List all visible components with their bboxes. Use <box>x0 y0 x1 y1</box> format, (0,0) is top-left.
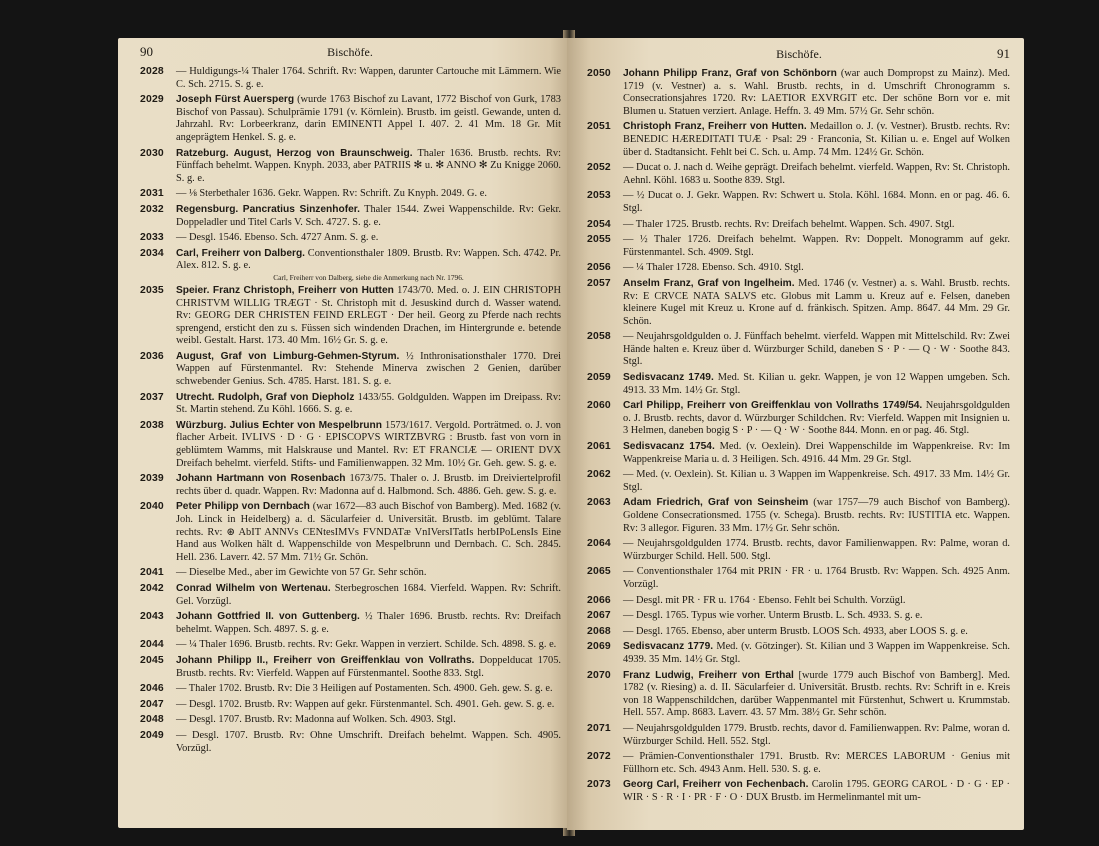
entry-heading: Adam Friedrich, Graf von Seinsheim <box>623 497 809 509</box>
lot-number: 2052 <box>587 162 611 174</box>
catalog-entry <box>587 566 1010 591</box>
catalog-entry <box>587 331 1010 369</box>
entry-description: (wurde 1763 Bischof zu Lavant, 1772 Bischof von Gurk, 1783 Bischof von Passau). Schulprämie 1791 (v. Körnlein). Brustb. im geistl. Gewande, unten d. Jahrzahl. Rv: Lorbeerkranz, darin EMINENTI Appel I. 407. 2. 41 Mm. 18 Gr. Mit angeprägtem Henkel. S. g. e. <box>176 94 561 143</box>
catalog-entries <box>140 66 561 755</box>
page-number: 91 <box>997 46 1010 61</box>
catalog-entry <box>140 655 561 680</box>
entry-description: — ¼ Thaler 1696. Brustb. rechts. Rv: Gekr. Wappen in verziert. Schilde. Sch. 4898. S. g. e. <box>176 639 557 651</box>
lot-number: 2048 <box>140 714 164 726</box>
lot-number: 2062 <box>587 469 611 481</box>
lot-number: 2043 <box>140 611 164 623</box>
lot-number: 2036 <box>140 350 164 362</box>
lot-number: 2069 <box>587 641 611 653</box>
entry-description: — Neujahrsgoldgulden o. J. Fünffach behelmt. vierfeld. Wappen mit Mittelschild. Rv: Zwei Hände halten e. Kreuz über d. Würzburger Schild, daneben S · P · — Q · W · Soothe 843. Stgl. <box>623 331 1010 368</box>
catalog-entry <box>140 204 561 229</box>
catalog-entry <box>140 94 561 144</box>
lot-number: 2071 <box>587 722 611 734</box>
entry-heading: Sedisvacanz 1779. <box>623 641 714 653</box>
entry-description: [wurde 1779 auch Bischof von Bamberg]. Med. 1782 (v. Riesing) a. d. II. Säcularfeier d. Universität. Brustb. rechts. Rv: Schrift in e. Kreis von 18 Wappenschildchen, darüber Wappenmantel mit Fürstenhut, Schwert u. Krummstab. Hell. 557. Amp. 8683. Laverr. 43. 57 Mm. 38½ Gr. Sehr schön. <box>623 669 1011 719</box>
lot-number: 2067 <box>587 610 611 622</box>
entry-description: — Desgl. mit PR · FR u. 1764 · Ebenso. Fehlt bei Schulth. Vorzügl. <box>623 594 906 606</box>
right-page <box>567 38 1024 830</box>
entry-heading: Carl Philipp, Freiherr von Greiffenklau von Vollraths 1749/54. <box>623 400 923 412</box>
entry-description: 1433/55. Goldgulden. Wappen im Dreipass. Rv: St. Martin stehend. Zu Köhl. 1666. S. g. e. <box>176 391 561 416</box>
lot-number: 2057 <box>587 277 611 289</box>
lot-number: 2031 <box>140 188 164 200</box>
lot-number: 2066 <box>587 594 611 606</box>
entry-description: Carolin 1795. GEORG CAROL · D · G · EP · WIR · S · R · I · PR · F · O · DUX Brustb. im Hermelinmantel mit um- <box>623 779 1011 803</box>
lot-number: 2034 <box>140 247 164 259</box>
catalog-entry <box>587 469 1010 494</box>
entry-description: Med. (v. Oexlein). Drei Wappenschilde im Wappenkreise. Rv: Im Wappenkreise Maria u. d. 3 Heiligen. Sch. 4916. 44 Mm. 29 Gr. Stgl. <box>623 441 1010 465</box>
lot-number: 2063 <box>587 497 611 509</box>
catalog-entry <box>587 162 1010 187</box>
catalog-entry <box>140 392 561 417</box>
lot-number: 2058 <box>587 331 611 343</box>
entry-description: — ½ Ducat o. J. Gekr. Wappen. Rv: Schwert u. Stola. Köhl. 1684. Monn. en or pag. 46. 6. Stgl. <box>623 190 1010 214</box>
lot-number: 2033 <box>140 232 164 244</box>
catalog-entries <box>587 68 1010 804</box>
lot-number: 2029 <box>140 94 164 106</box>
catalog-entry <box>587 372 1010 397</box>
entry-description: Conventionsthaler 1809. Brustb. Rv: Wappen. Sch. 4742. Pr. Alex. 812. S. g. e. <box>176 247 561 272</box>
catalog-entry <box>587 751 1010 776</box>
entry-description: (war 1757—79 auch Bischof von Bamberg). Goldene Consecrationsmed. 1755 (v. Schega). Brustb. rechts. Rv: IUSTITIA etc. Wappen. Rv: 3 allegor. Figuren. 33 Mm. 17½ Gr. Sehr schön. <box>623 497 1010 534</box>
lot-number: 2055 <box>587 234 611 246</box>
catalog-entry <box>587 595 1010 608</box>
entry-heading: Franz Ludwig, Freiherr von Erthal <box>623 669 794 681</box>
entry-description: — Desgl. 1707. Brustb. Rv: Madonna auf Wolken. Sch. 4903. Stgl. <box>176 714 456 726</box>
entry-description: — Thaler 1725. Brustb. rechts. Rv: Dreifach behelmt. Wappen. Sch. 4907. Stgl. <box>623 218 955 230</box>
lot-number: 2032 <box>140 203 164 215</box>
catalog-entry <box>587 400 1010 438</box>
lot-number: 2030 <box>140 147 164 159</box>
entry-description: — Prämien-Conventionsthaler 1791. Brustb. Rv: MERCES LABORUM · Genius mit Füllhorn etc. Sch. 4943 Anm. Hell. 530. S. g. e. <box>623 751 1010 775</box>
lot-number: 2061 <box>587 441 611 453</box>
entry-description: — Desgl. 1707. Brustb. Rv: Ohne Umschrift. Dreifach behelmt. Wappen. Sch. 4905. Vorzügl. <box>176 729 561 754</box>
catalog-entry <box>587 723 1010 748</box>
entry-description: — ½ Thaler 1726. Dreifach behelmt. Wappen. Rv: Doppelt. Monogramm auf gekr. Fürstenmantel. Sch. 4909. Stgl. <box>623 234 1010 258</box>
running-title: Bischöfe. <box>776 47 822 61</box>
entry-description: (war 1672—83 auch Bischof von Bamberg). Med. 1682 (v. Joh. Linck in Heidelberg) a. d. Säcularfeier d. Universität. Brustb. im geblümt. Talare rechts. Rv: ⊛ AbIT ANNVs CENtesIMVs FVNDATæ VnIVersITatIs herbIPoLensIs Eine Hand aus Wolken hält d. Wappenschilde von Mespelbrunn und Dernbach. C. Sch. 2845. Hell. 236. Laverr. 42. 57 Mm. 71½ Gr. Schön. <box>176 501 561 563</box>
entry-description: Thaler 1544. Zwei Wappenschilde. Rv: Gekr. Doppeladler und Titel Carls V. Sch. 4727. S. g. e. <box>176 203 561 228</box>
lot-number: 2073 <box>587 779 611 791</box>
catalog-entry <box>140 714 561 727</box>
catalog-entry <box>140 730 561 755</box>
entry-heading: Johann Philipp Franz, Graf von Schönborn <box>623 68 837 79</box>
catalog-entry <box>587 626 1010 639</box>
catalog-entry <box>140 639 561 652</box>
catalog-entry <box>140 567 561 580</box>
lot-number: 2070 <box>587 669 611 681</box>
entry-description: — Desgl. 1765. Typus wie vorher. Unterm Brustb. L. Sch. 4933. S. g. e. <box>623 610 923 622</box>
entry-description: 1573/1617. Vergold. Porträtmed. o. J. von flacher Arbeit. IVLIVS · D · G · EPISCOPVS WIRTZBVRG : Brustb. fast von vorn in geblümtem Wamms, mit Halskrause und Mantel. Rv: ET FRANCIÆ — ORIENT DVX Dreifach behelmt. vierfeld. Stifts- und Familienwappen. 32 Mm. 10½ Gr. Geh. gew. S. g. e. <box>176 419 561 469</box>
entry-description: — Conventionsthaler 1764 mit PRIN · FR · u. 1764 Brustb. Rv: Wappen. Sch. 4925 Anm. Vorzügl. <box>623 566 1010 590</box>
catalog-entry <box>140 699 561 712</box>
lot-number: 2039 <box>140 473 164 485</box>
catalog-entry <box>140 501 561 564</box>
entry-heading: Regensburg. Pancratius Sinzenhofer. <box>176 203 361 215</box>
entry-description: — Neujahrsgoldgulden 1774. Brustb. rechts, davor Familienwappen. Rv: Palme, woran d. Würzburger Schild. Hell. 500. Stgl. <box>623 538 1010 562</box>
entry-heading: Johann Philipp II., Freiherr von Greiffenklau von Vollraths. <box>176 654 475 666</box>
entry-description: — Dieselbe Med., aber im Gewichte von 57 Gr. Sehr schön. <box>176 567 427 579</box>
entry-heading: Georg Carl, Freiherr von Fechenbach. <box>623 779 809 791</box>
lot-number: 2053 <box>587 190 611 202</box>
entry-description: — Ducat o. J. nach d. Weihe geprägt. Dreifach behelmt. vierfeld. Wappen, Rv: St. Christoph. Aehnl. Köhl. 1683 u. Soothe 839. Stgl. <box>623 162 1010 186</box>
lot-number: 2056 <box>587 262 611 274</box>
lot-number: 2072 <box>587 751 611 763</box>
entry-heading: Sedisvacanz 1749. <box>623 372 714 384</box>
entry-description: — Med. (v. Oexlein). St. Kilian u. 3 Wappen im Wappenkreise. Sch. 4917. 33 Mm. 14½ Gr. Stgl. <box>623 469 1010 493</box>
left-page <box>118 38 573 828</box>
entry-description: — Neujahrsgoldgulden 1779. Brustb. rechts, davor d. Familienwappen. Rv: Palme, woran d. Würzburger Schild. Hell. 552. Stgl. <box>623 722 1010 747</box>
catalog-entry <box>587 190 1010 215</box>
entry-heading: August, Graf von Limburg-Gehmen-Styrum. <box>176 350 400 362</box>
entry-description: Med. St. Kilian u. gekr. Wappen, je von 12 Wappen umgeben. Sch. 4913. 33 Mm. 14½ Gr. Stgl. <box>623 372 1010 396</box>
catalog-entry <box>140 583 561 608</box>
entry-heading: Carl, Freiherr von Dalberg. <box>176 247 305 259</box>
catalog-entry <box>140 420 561 470</box>
lot-number: 2035 <box>140 284 164 296</box>
entry-description: Med. 1746 (v. Vestner) a. s. Wahl. Brustb. rechts. Rv: E CRVCE NATA SALVS etc. Globus mit Lamm u. Kreuz auf e. Felsen, daneben kleinere Kugel mit Kreuz u. Krone auf d. fränkisch. Spitzen. Amp. 8647. 44 Mm. 29 Gr. Schön. <box>623 277 1011 327</box>
lot-number: 2051 <box>587 121 611 133</box>
catalog-entry <box>587 262 1010 275</box>
catalog-entry <box>140 285 561 348</box>
lot-number: 2054 <box>587 218 611 230</box>
entry-description: Thaler 1636. Brustb. rechts. Rv: Fünffach behelmt. Wappen. Knyph. 2033, aber PATRIIS ✻ u. ✻ ANNO ✻ Zu Knigge 2060. S. g. e. <box>176 147 561 184</box>
lot-number: 2065 <box>587 566 611 578</box>
catalog-entry <box>140 188 561 201</box>
entry-heading: Peter Philipp von Dernbach <box>176 501 310 513</box>
lot-number: 2045 <box>140 654 164 666</box>
catalog-entry <box>587 610 1010 623</box>
page-number: 90 <box>140 44 153 59</box>
catalog-entry <box>587 670 1010 720</box>
lot-number: 2060 <box>587 400 611 412</box>
entry-heading: Christoph Franz, Freiherr von Hutten. <box>623 121 807 133</box>
catalog-entry <box>587 538 1010 563</box>
catalog-entry <box>587 497 1010 535</box>
entry-heading: Sedisvacanz 1754. <box>623 441 715 453</box>
entry-description: Doppelducat 1705. Brustb. rechts. Rv: Vierfeld. Wappen auf Fürstenmantel. Soothe 833. Stgl. <box>176 654 561 679</box>
lot-number: 2040 <box>140 501 164 513</box>
entry-description: — ¼ Thaler 1728. Ebenso. Sch. 4910. Stgl. <box>623 262 804 274</box>
catalog-entry <box>587 234 1010 259</box>
catalog-entry <box>140 248 561 282</box>
lot-number: 2041 <box>140 567 164 579</box>
lot-number: 2037 <box>140 391 164 403</box>
catalog-entry <box>140 473 561 498</box>
entry-description: — Desgl. 1702. Brustb. Rv: Wappen auf gekr. Fürstenmantel. Sch. 4901. Geh. gew. S. g. e. <box>176 698 555 710</box>
running-title: Bischöfe. <box>327 45 373 59</box>
catalog-entry <box>587 68 1010 118</box>
catalog-entry <box>587 441 1010 466</box>
catalog-entry <box>140 232 561 245</box>
lot-number: 2064 <box>587 538 611 550</box>
catalog-entry <box>587 121 1010 159</box>
entry-heading: Würzburg. Julius Echter von Mespelbrunn <box>176 419 382 431</box>
entry-description: — ⅛ Sterbethaler 1636. Gekr. Wappen. Rv: Schrift. Zu Knyph. 2049. G. e. <box>176 188 487 200</box>
catalog-entry <box>587 641 1010 666</box>
running-head-left <box>140 44 561 58</box>
entry-heading: Johann Hartmann von Rosenbach <box>176 473 346 485</box>
catalog-entry <box>140 611 561 636</box>
entry-description: — Huldigungs-¼ Thaler 1764. Schrift. Rv: Wappen, darunter Cartouche mit Lämmern. Wie C. Sch. 2715. S. g. e. <box>176 66 561 90</box>
catalog-entry <box>140 351 561 389</box>
entry-description: 1743/70. Med. o. J. EIN CHRISTOPH CHRISTVM WILLIG TRÆGT · St. Christoph mit d. Jesuskind durch d. Wasser watend. Rv: GEORG DER CHRISTEN FEIND ERLEGT · Der heil. Georg zu Pferde nach rechts sprengend, ersticht den zu s. Füssen sich windenden Drachen, im Hintergrunde e. betende weibl. Gestalt. Harst. 173. 40 Mm. 16½ Gr. S. g. e. <box>176 284 561 347</box>
entry-heading: Joseph Fürst Auersperg <box>176 94 295 106</box>
catalog-entry <box>140 683 561 696</box>
entry-footnote: Carl, Freiherr von Dalberg, siehe die Anmerkung nach Nr. 1796. <box>273 272 464 282</box>
catalog-entry <box>140 66 561 91</box>
entry-description: Medaillon o. J. (v. Vestner). Brustb. rechts. Rv: BENEDIC HÆREDITATI TUÆ · Psal: 29 · Franconia, St. Kilian u. e. Engel auf Wolken über d. Stadtansicht. Fehlt bei C. Sch. u. Amp. 74 Mm. 124½ Gr. Schön. <box>623 121 1010 158</box>
entry-heading: Utrecht. Rudolph, Graf von Diepholz <box>176 391 355 403</box>
lot-number: 2049 <box>140 729 164 741</box>
entry-description: Neujahrsgoldgulden o. J. Brustb. rechts, davor d. Würzburger Schildchen. Rv: Vierfeld. Wappen mit Insignien u. 3 Helmen, daneben bogig S · P · — Q · W · Soothe 844. Monn. en or pag. 46. Stgl. <box>623 400 1010 437</box>
lot-number: 2046 <box>140 683 164 695</box>
catalog-entry <box>587 278 1010 328</box>
entry-description: (war auch Dompropst zu Mainz). Med. 1719 (v. Vestner) a. s. Wahl. Brustb. rechts, in d. Umschrift Chronogramm s. Consecrationsjahres 1720. Rv: LAETIOR EXVRGIT etc. Der schöne Born vor e. mit Blumen u. Statuen verziert. Anlage. Heffn. 3. 49 Mm. 57½ Gr. Sehr schön. <box>623 68 1010 117</box>
lot-number: 2038 <box>140 419 164 431</box>
lot-number: 2044 <box>140 639 164 651</box>
lot-number: 2042 <box>140 582 164 594</box>
entry-description: ½ Inthronisationsthaler 1770. Drei Wappen auf Fürstenmantel. Rv: Stehende Minerva zwischen 2 Genien, darüber schwebender Genius. Sch. 4785. Harst. 181. S. g. e. <box>176 350 562 388</box>
catalog-entry <box>587 779 1010 804</box>
running-head-right <box>587 46 1010 60</box>
entry-heading: Anselm Franz, Graf von Ingelheim. <box>623 277 795 289</box>
entry-description: Sterbegroschen 1684. Vierfeld. Wappen. Rv: Schrift. Gel. Vorzügl. <box>176 582 561 607</box>
entry-description: 1673/75. Thaler o. J. Brustb. im Dreiviertelprofil rechts über d. quadr. Wappen. Rv: Madonna auf d. Halbmond. Sch. 4886. Geh. gew. S. g. e. <box>176 473 561 497</box>
entry-description: — Desgl. 1546. Ebenso. Sch. 4727 Anm. S. g. e. <box>176 232 379 244</box>
catalog-entry <box>587 219 1010 232</box>
entry-description: — Thaler 1702. Brustb. Rv: Die 3 Heiligen auf Postamenten. Sch. 4900. Geh. gew. S. g. e. <box>176 683 553 695</box>
catalog-entry <box>140 148 561 186</box>
lot-number: 2059 <box>587 372 611 384</box>
lot-number: 2028 <box>140 66 164 77</box>
entry-description: Med. (v. Götzinger). St. Kilian und 3 Wappen im Wappenkreise. Sch. 4939. 35 Mm. 14½ Gr. Stgl. <box>623 641 1011 665</box>
lot-number: 2047 <box>140 698 164 710</box>
lot-number: 2068 <box>587 625 611 637</box>
entry-description: ½ Thaler 1696. Brustb. rechts. Rv: Dreifach behelmt. Wappen. Sch. 4897. S. g. e. <box>176 611 561 635</box>
entry-heading: Conrad Wilhelm von Wertenau. <box>176 582 331 594</box>
entry-heading: Johann Gottfried II. von Guttenberg. <box>176 611 360 623</box>
lot-number: 2050 <box>587 68 611 79</box>
entry-heading: Speier. Franz Christoph, Freiherr von Hutten <box>176 284 394 296</box>
entry-description: — Desgl. 1765. Ebenso, aber unterm Brustb. LOOS Sch. 4933, aber LOOS S. g. e. <box>623 625 968 637</box>
entry-heading: Ratzeburg. August, Herzog von Braunschweig. <box>176 147 413 159</box>
